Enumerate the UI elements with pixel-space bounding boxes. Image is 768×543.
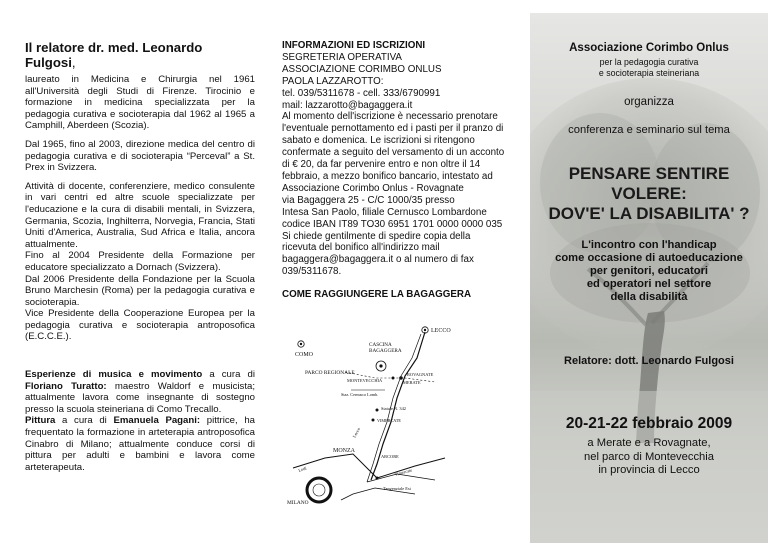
info-line: Intesa San Paolo, filiale Cernusco Lombardone — [282, 206, 487, 218]
info-line: febbraio, a mezzo bonifico bancario, intestato ad — [282, 170, 493, 182]
info-line: l'eventuale pernottamento ed i pasti per il pranzo di — [282, 123, 504, 135]
info-line: confermate a seguito del versamento di un acconto — [282, 147, 505, 159]
event-location — [530, 437, 768, 478]
monza-center — [313, 484, 325, 496]
event-subtitle-line-5: della disabilità — [610, 291, 688, 303]
map-label-bagaggera: BAGAGGERA — [369, 348, 402, 354]
association-subtitle-line-2: e socioterapia steineriana — [598, 67, 700, 78]
speaker-column — [0, 0, 265, 543]
map-label-parco: PARCO REGIONALE — [305, 370, 355, 376]
directions-heading: COME RAGGIUNGERE LA BAGAGGERA — [282, 289, 472, 301]
map-label-merate: MERATE — [403, 380, 421, 385]
music-paragraph — [25, 369, 255, 415]
road-cross — [293, 454, 445, 478]
map-label-vimercate-road: Vimercate — [393, 467, 413, 477]
event-date: 20-21-22 febbraio 2009 — [565, 415, 733, 432]
map-label-lecco-road: Lecco — [351, 426, 362, 439]
event-title-line-2: VOLERE: — [611, 184, 687, 203]
map-label-cernusco: Staz. Cernusco Lomb. — [341, 392, 379, 397]
speaker-line: Relatore: dott. Leonardo Fulgosi — [564, 355, 734, 367]
map-label-montevecchia: MONTEVECCHIA — [347, 378, 383, 383]
event-subtitle-line-4: ed operatori nel settore — [586, 278, 712, 290]
event-location-line-3: in provincia di Lecco — [598, 464, 700, 477]
map-label-vimercate: VIMERCATE — [377, 418, 401, 423]
painting-paragraph — [25, 415, 255, 473]
bio-paragraph-3: Attività di docente, conferenziere, medico consulente in vari centri ed altre scuole specializzate per l'educazione e la cura di disabili mentali, in Svizzera, Germania, Scozia, Inghilterra, Norvegia, Francia, Stati Uniti d'America, Australia, Sud Africa e Italia, ancora attualmente. — [25, 180, 255, 250]
montevecchia-dot — [392, 377, 395, 380]
info-line: Associazione Corimbo Onlus - Rovagnate — [282, 182, 464, 194]
info-line: Al momento dell'iscrizione è necessario prenotare — [282, 111, 498, 123]
info-column — [265, 0, 530, 543]
organizza-text: organizza — [624, 96, 674, 108]
arcore-dot — [376, 477, 379, 480]
bio-paragraph-1: laureato in Medicina e Chirurgia nel 1961 all'Università degli Studi di Firenze. Tirocinio e formazione in medicina specializzata per la pedagogia curativa e socioterapia dal 1962 al 1965 a Camphill, Aberdeen (Scozia). — [25, 74, 255, 132]
map-label-statale: Statale N. 342 — [381, 406, 406, 411]
info-line: di € 20, da far pervenire entro e non oltre il 14 — [282, 159, 481, 171]
map-label-tangenziale: Tangenziale Est — [383, 486, 411, 491]
event-subtitle-line-2: come occasione di autoeducazione — [555, 252, 743, 264]
bio-paragraph-4: Fino al 2004 Presidente della Formazione per educatore specializzato a Dornach (Svizzera). — [25, 250, 255, 273]
bio-paragraph-6: Vice Presidente della Cooperazione Europea per la pedagogia curativa e socioterapia antroposofica (E.C.C.E.). — [25, 308, 255, 343]
speaker-heading-name: Il relatore dr. med. Leonardo Fulgosi — [25, 40, 203, 70]
info-line: ASSOCIAZIONE CORIMBO ONLUS — [282, 63, 442, 75]
painting-description: pittrice, ha frequentato la formazione in arteterapia antroposofica Cinabro di Milano; attualmente conduce corsi di pittura per adulti e bambini e lavora come arteterapeuta. — [25, 415, 255, 473]
speaker-heading — [25, 40, 255, 70]
painting-connector: a cura di — [55, 415, 114, 427]
info-line: bagaggera@bagaggera.it o al numero di fax — [282, 254, 474, 266]
event-subtitle-line-3: per genitori, educatori — [589, 265, 709, 277]
event-title — [530, 164, 768, 224]
conference-text: conferenza e seminario sul tema — [568, 124, 730, 136]
music-teacher: Floriano Turatto: — [25, 380, 107, 392]
info-mail: mail: lazzarotto@bagaggera.it — [282, 99, 413, 111]
event-subtitle — [530, 239, 768, 304]
info-line: 039/5311678. — [282, 266, 342, 278]
music-description: maestro Waldorf e musicista; attualmente lavora come insegnante di sostegno presso la scuola steineriana di Como Trecallo. — [25, 380, 255, 415]
map-label-milano: MILANO — [287, 500, 309, 506]
event-location-line-1: a Merate e a Rovagnate, — [587, 437, 711, 449]
map-label-lodi: Lodi — [297, 465, 308, 473]
info-line: PAOLA LAZZAROTTO: — [282, 75, 384, 87]
vimercate-dot — [372, 419, 375, 422]
map-label-lecco: LECCO — [431, 328, 451, 334]
como-dot — [300, 343, 302, 345]
event-location-line-2: nel parco di Montevecchia — [584, 450, 714, 463]
association-subtitle-line-1: per la pedagogia curativa — [599, 57, 699, 67]
info-phone: tel. 039/5311678 - cell. 333/6790991 — [282, 87, 441, 99]
statale-dot — [376, 409, 379, 412]
info-line: via Bagaggera 25 - C/C 1000/35 presso — [282, 194, 455, 206]
bagaggera-dot — [379, 364, 382, 367]
music-connector: a cura di — [202, 369, 255, 381]
info-heading: INFORMAZIONI ED ISCRIZIONI — [282, 40, 426, 51]
event-subtitle-line-1: L'incontro con l'handicap — [581, 239, 717, 251]
speaker-heading-comma: , — [71, 55, 76, 70]
association-subtitle — [530, 57, 768, 79]
painting-teacher: Emanuela Pagani: — [113, 415, 201, 427]
event-title-line-3: DOV'E' LA DISABILITA' ? — [548, 204, 750, 223]
map-label-arcore: ARCORE — [381, 454, 399, 459]
map-label-rovagnate: ROVAGNATE — [407, 372, 434, 377]
map-label-cascina: CASCINA — [369, 342, 392, 348]
association-name: Associazione Corimbo Onlus — [569, 42, 729, 54]
info-line: sabato e domenica. Le iscrizioni si ritengono — [282, 135, 475, 147]
map-label-monza: MONZA — [333, 448, 355, 454]
bio-paragraph-5: Dal 2006 Presidente della Fondazione per la Scuola Bruno Marchesin (Roma) per la pedagogia curativa e socioterapia. — [25, 273, 255, 308]
painting-label: Pittura — [25, 415, 56, 427]
event-title-line-1: PENSARE SENTIRE — [568, 164, 730, 183]
bio-paragraph-2: Dal 1965, fino al 2003, direzione medica del centro di pedagogia curativa e di socioterapia “Perceval” a St. Prex in Svizzera. — [25, 138, 255, 174]
info-line: ricevuta del bonifico all'indirizzo mail — [282, 242, 440, 254]
info-line: SEGRETERIA OPERATIVA — [282, 51, 402, 63]
cover-panel — [530, 13, 768, 543]
map-label-como: COMO — [295, 352, 314, 358]
info-line: Si chiede gentilmente di spedire copia della — [282, 230, 471, 242]
music-label: Esperienze di musica e movimento — [25, 369, 203, 381]
lecco-dot — [424, 329, 426, 331]
directions-map — [285, 318, 467, 506]
info-iban: codice IBAN IT89 TO30 6951 1701 0000 0000 035 — [282, 218, 503, 230]
